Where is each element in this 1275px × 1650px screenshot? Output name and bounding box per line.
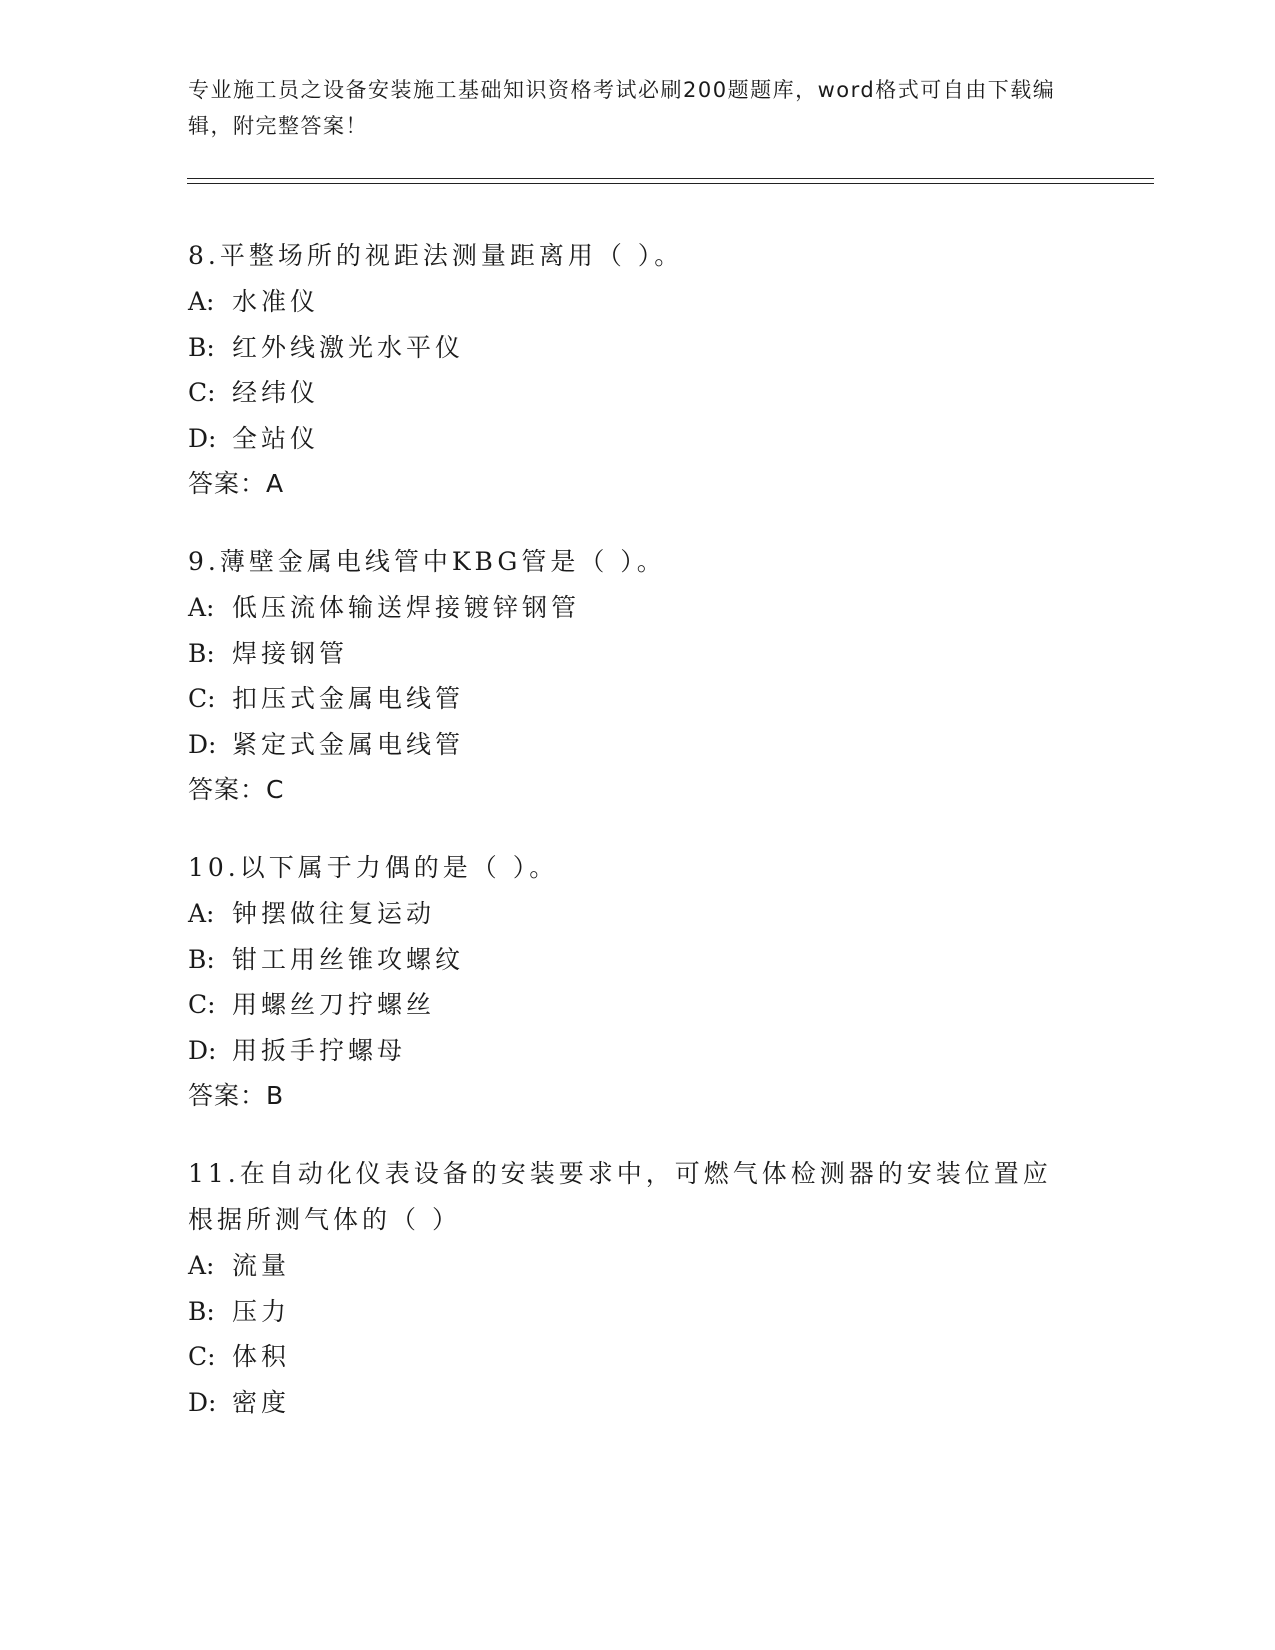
option-key: A:	[188, 287, 215, 316]
answer-line: 答案：B	[188, 1081, 285, 1110]
answer-line: 答案：A	[188, 469, 285, 498]
option-text: 体积	[232, 1342, 291, 1371]
option-text: 用螺丝刀拧螺丝	[232, 990, 436, 1019]
question-9	[188, 539, 1088, 813]
option-key: A:	[188, 1251, 215, 1280]
option-key: B:	[188, 1296, 215, 1326]
question-11	[188, 1151, 1088, 1425]
option-key: C:	[188, 684, 216, 713]
option-text: 低压流体输送焊接镀锌钢管	[232, 593, 581, 622]
option-text: 紧定式金属电线管	[232, 729, 465, 759]
option-c	[188, 1334, 1088, 1380]
option-key: D:	[188, 1387, 217, 1417]
option-c	[188, 676, 1088, 722]
question-stem: 10.以下属于力偶的是（ ）。	[188, 853, 559, 882]
option-key: B:	[188, 638, 215, 668]
option-d	[188, 1380, 1088, 1426]
option-text: 全站仪	[232, 423, 320, 453]
option-key: C:	[188, 1342, 216, 1371]
option-text: 密度	[232, 1387, 291, 1417]
option-a	[188, 279, 1088, 325]
option-b	[188, 631, 1088, 677]
option-key: A:	[188, 593, 215, 622]
option-key: C:	[188, 990, 216, 1019]
question-stem: 8.平整场所的视距法测量距离用（ ）。	[188, 241, 684, 270]
document-header: 专业施工员之设备安装施工基础知识资格考试必刷200题题库，word格式可自由下载编辑，附完整答案！	[188, 78, 1056, 138]
option-c	[188, 370, 1088, 416]
question-list	[188, 233, 1088, 1457]
option-key: C:	[188, 378, 216, 407]
option-key: D:	[188, 1035, 217, 1065]
option-key: B:	[188, 332, 215, 362]
option-text: 扣压式金属电线管	[232, 684, 465, 713]
option-key: D:	[188, 423, 217, 453]
option-text: 水准仪	[232, 287, 320, 316]
question-8	[188, 233, 1088, 507]
question-stem: 11.在自动化仪表设备的安装要求中，可燃气体检测器的安装位置应根据所测气体的（ ）	[188, 1159, 1052, 1234]
option-a	[188, 1243, 1088, 1289]
question-stem: 9.薄壁金属电线管中KBG管是（ ）。	[188, 547, 666, 576]
header-divider-bottom	[187, 183, 1154, 184]
option-d	[188, 722, 1088, 768]
option-d	[188, 1028, 1088, 1074]
option-c	[188, 982, 1088, 1028]
option-key: A:	[188, 899, 215, 928]
header-divider-top	[187, 178, 1154, 179]
option-text: 用扳手拧螺母	[232, 1035, 407, 1065]
option-b	[188, 1289, 1088, 1335]
option-text: 流量	[232, 1251, 291, 1280]
option-text: 压力	[232, 1296, 291, 1326]
option-b	[188, 325, 1088, 371]
option-b	[188, 937, 1088, 983]
option-a	[188, 585, 1088, 631]
option-text: 经纬仪	[232, 378, 320, 407]
question-10	[188, 845, 1088, 1119]
option-text: 钟摆做往复运动	[232, 899, 436, 928]
option-text: 钳工用丝锥攻螺纹	[232, 944, 465, 974]
answer-line: 答案：C	[188, 775, 285, 804]
option-text: 焊接钢管	[232, 638, 349, 668]
option-a	[188, 891, 1088, 937]
option-text: 红外线激光水平仪	[232, 332, 465, 362]
option-key: D:	[188, 729, 217, 759]
option-d	[188, 416, 1088, 462]
option-key: B:	[188, 944, 215, 974]
